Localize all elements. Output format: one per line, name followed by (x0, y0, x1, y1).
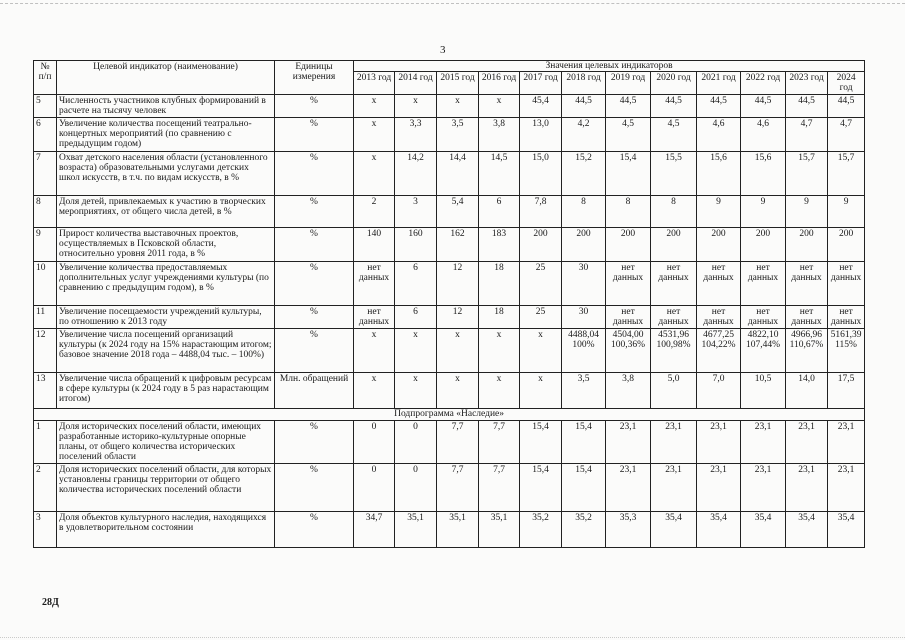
value-cell: 23,1 (606, 464, 651, 512)
value-cell: 44,5 (562, 95, 606, 118)
value-cell: 23,1 (606, 421, 651, 464)
value-cell: 9 (741, 196, 786, 228)
indicator-name: Прирост количества выставочных проектов, осуществляемых в Псковской области, относительно уровня 2011 года, в % (57, 228, 275, 262)
indicator-row (34, 228, 865, 262)
indicator-name: Охват детского населения области (установленного возраста) образовательными услугами детских школ искусств, в т.ч. по видам искусств, в % (57, 152, 275, 196)
row-number: 6 (34, 118, 57, 152)
indicator-row (34, 329, 865, 373)
row-number: 10 (34, 262, 57, 306)
value-cell: 160 (395, 228, 437, 262)
indicator-name: Увеличение количества посещений театрально-концертных мероприятий (по сравнению с предыдущим годом) (57, 118, 275, 152)
value-cell: x (354, 152, 395, 196)
indicator-row (34, 464, 865, 512)
scan-edge-top (0, 3, 905, 4)
header-year: 2016 год (479, 72, 520, 95)
value-cell: x (354, 329, 395, 373)
value-cell: нет данных (741, 306, 786, 329)
value-cell: 4966,96 110,67% (786, 329, 828, 373)
value-cell: 183 (479, 228, 520, 262)
value-cell: 30 (562, 306, 606, 329)
value-cell: 4822,10 107,44% (741, 329, 786, 373)
value-cell: 162 (437, 228, 479, 262)
value-cell: x (437, 373, 479, 409)
value-cell: нет данных (651, 306, 697, 329)
indicator-row (34, 262, 865, 306)
header-year: 2023 год (786, 72, 828, 95)
value-cell: 15,6 (741, 152, 786, 196)
row-number: 8 (34, 196, 57, 228)
header-year: 2021 год (697, 72, 741, 95)
value-cell: 140 (354, 228, 395, 262)
value-cell: x (479, 373, 520, 409)
value-cell: 44,5 (697, 95, 741, 118)
unit-cell: % (275, 152, 354, 196)
indicator-row (34, 306, 865, 329)
value-cell: 3,5 (562, 373, 606, 409)
value-cell: 25 (520, 306, 562, 329)
value-cell: 10,5 (741, 373, 786, 409)
indicator-name: Доля детей, привлекаемых к участию в творческих мероприятиях, от общего числа детей, в % (57, 196, 275, 228)
value-cell: 12 (437, 262, 479, 306)
value-cell: нет данных (354, 262, 395, 306)
unit-cell: % (275, 421, 354, 464)
value-cell: 44,5 (741, 95, 786, 118)
value-cell: 4,6 (741, 118, 786, 152)
indicator-row (34, 421, 865, 464)
value-cell: 7,7 (437, 421, 479, 464)
value-cell: 7,7 (479, 421, 520, 464)
value-cell: 23,1 (786, 464, 828, 512)
value-cell: 15,4 (606, 152, 651, 196)
indicator-name: Доля исторических поселений области, имеющих разработанные историко-культурные опорные планы, от общего количества исторических поселений области (57, 421, 275, 464)
header-year: 2015 год (437, 72, 479, 95)
value-cell: 6 (395, 306, 437, 329)
unit-cell: % (275, 512, 354, 548)
scan-edge-bottom (0, 637, 905, 638)
unit-cell: % (275, 306, 354, 329)
value-cell: 3,3 (395, 118, 437, 152)
value-cell: 35,1 (395, 512, 437, 548)
value-cell: 4,5 (606, 118, 651, 152)
indicator-row (34, 373, 865, 409)
unit-cell: % (275, 95, 354, 118)
value-cell: 5,0 (651, 373, 697, 409)
value-cell: нет данных (828, 306, 865, 329)
value-cell: 17,5 (828, 373, 865, 409)
value-cell: x (354, 373, 395, 409)
header-year: 2018 год (562, 72, 606, 95)
value-cell: 44,5 (606, 95, 651, 118)
value-cell: 18 (479, 306, 520, 329)
header-unit: Единицы измерения (275, 61, 354, 95)
value-cell: 4504,00 100,36% (606, 329, 651, 373)
value-cell: 0 (395, 421, 437, 464)
header-year: 2014 год (395, 72, 437, 95)
value-cell: 44,5 (828, 95, 865, 118)
value-cell: 44,5 (786, 95, 828, 118)
value-cell: 9 (786, 196, 828, 228)
value-cell: 0 (395, 464, 437, 512)
header-year: 2024 год (828, 72, 865, 95)
indicator-row (34, 118, 865, 152)
subprogram-title: Подпрограмма «Наследие» (34, 409, 865, 421)
value-cell: 6 (395, 262, 437, 306)
value-cell: 5,4 (437, 196, 479, 228)
indicator-name: Увеличение посещаемости учреждений культуры, по отношению к 2013 году (57, 306, 275, 329)
row-number: 12 (34, 329, 57, 373)
value-cell: 13,0 (520, 118, 562, 152)
subprogram-row (34, 409, 865, 421)
row-number: 1 (34, 421, 57, 464)
value-cell: 14,5 (479, 152, 520, 196)
header-year: 2013 год (354, 72, 395, 95)
footer-code: 28Д (42, 597, 59, 608)
value-cell: 44,5 (651, 95, 697, 118)
value-cell: x (479, 329, 520, 373)
row-number: 5 (34, 95, 57, 118)
value-cell: 7,7 (479, 464, 520, 512)
value-cell: 14,0 (786, 373, 828, 409)
value-cell: 23,1 (651, 464, 697, 512)
value-cell: 8 (562, 196, 606, 228)
value-cell: 4,5 (651, 118, 697, 152)
header-year: 2022 год (741, 72, 786, 95)
value-cell: 23,1 (651, 421, 697, 464)
value-cell: 30 (562, 262, 606, 306)
value-cell: 35,2 (520, 512, 562, 548)
value-cell: 15,7 (786, 152, 828, 196)
value-cell: 4,7 (786, 118, 828, 152)
header-row-group (34, 61, 865, 72)
value-cell: 200 (562, 228, 606, 262)
value-cell: 9 (697, 196, 741, 228)
row-number: 9 (34, 228, 57, 262)
value-cell: 3 (395, 196, 437, 228)
value-cell: 15,4 (562, 464, 606, 512)
value-cell: нет данных (786, 262, 828, 306)
indicators-table (33, 60, 865, 548)
value-cell: 8 (651, 196, 697, 228)
value-cell: 200 (651, 228, 697, 262)
value-cell: 15,2 (562, 152, 606, 196)
value-cell: x (520, 329, 562, 373)
indicator-name: Доля исторических поселений области, для которых установлены границы территории от общего количества исторических поселений области (57, 464, 275, 512)
indicator-name: Увеличение числа обращений к цифровым ресурсам в сфере культуры (к 2024 году в 5 раз нарастающим итогом) (57, 373, 275, 409)
value-cell: 3,5 (437, 118, 479, 152)
value-cell: 200 (741, 228, 786, 262)
value-cell: 35,1 (437, 512, 479, 548)
indicator-name: Численность участников клубных формирований в расчете на тысячу человек (57, 95, 275, 118)
value-cell: 23,1 (786, 421, 828, 464)
value-cell: 7,8 (520, 196, 562, 228)
value-cell: 35,4 (786, 512, 828, 548)
value-cell: 35,4 (828, 512, 865, 548)
unit-cell: % (275, 228, 354, 262)
value-cell: x (395, 329, 437, 373)
value-cell: 15,4 (562, 421, 606, 464)
unit-cell: % (275, 196, 354, 228)
value-cell: 23,1 (741, 421, 786, 464)
row-number: 11 (34, 306, 57, 329)
indicator-row (34, 152, 865, 196)
row-number: 2 (34, 464, 57, 512)
header-values-group: Значения целевых индикаторов (354, 61, 865, 72)
value-cell: x (354, 95, 395, 118)
value-cell: нет данных (697, 306, 741, 329)
header-num: № п/п (34, 61, 57, 95)
value-cell: 23,1 (828, 464, 865, 512)
value-cell: нет данных (786, 306, 828, 329)
value-cell: 0 (354, 464, 395, 512)
value-cell: 7,7 (437, 464, 479, 512)
value-cell: 23,1 (697, 421, 741, 464)
value-cell: 15,6 (697, 152, 741, 196)
indicator-name: Увеличение количества предоставляемых дополнительных услуг учреждениями культуры (по сравнению с предыдущим годом), в % (57, 262, 275, 306)
value-cell: 4531,96 100,98% (651, 329, 697, 373)
value-cell: 4,7 (828, 118, 865, 152)
value-cell: 23,1 (741, 464, 786, 512)
value-cell: 3,8 (479, 118, 520, 152)
value-cell: 18 (479, 262, 520, 306)
value-cell: 14,4 (437, 152, 479, 196)
value-cell: нет данных (741, 262, 786, 306)
unit-cell: % (275, 464, 354, 512)
value-cell: нет данных (651, 262, 697, 306)
value-cell: 200 (520, 228, 562, 262)
value-cell: 14,2 (395, 152, 437, 196)
page-number: 3 (440, 44, 446, 56)
value-cell: нет данных (354, 306, 395, 329)
value-cell: 15,4 (520, 421, 562, 464)
value-cell: 200 (786, 228, 828, 262)
value-cell: нет данных (606, 306, 651, 329)
value-cell: 0 (354, 421, 395, 464)
value-cell: 8 (606, 196, 651, 228)
unit-cell: % (275, 118, 354, 152)
value-cell: нет данных (697, 262, 741, 306)
value-cell: 25 (520, 262, 562, 306)
header-year: 2017 год (520, 72, 562, 95)
value-cell: 12 (437, 306, 479, 329)
value-cell: x (354, 118, 395, 152)
value-cell: 6 (479, 196, 520, 228)
value-cell: 15,5 (651, 152, 697, 196)
value-cell: 35,3 (606, 512, 651, 548)
value-cell: 35,4 (651, 512, 697, 548)
value-cell: x (395, 373, 437, 409)
row-number: 3 (34, 512, 57, 548)
value-cell: 35,1 (479, 512, 520, 548)
value-cell: 23,1 (828, 421, 865, 464)
value-cell: 34,7 (354, 512, 395, 548)
value-cell: 4,6 (697, 118, 741, 152)
value-cell: x (479, 95, 520, 118)
unit-cell: Млн. обращений (275, 373, 354, 409)
value-cell: 200 (697, 228, 741, 262)
value-cell: нет данных (606, 262, 651, 306)
row-number: 13 (34, 373, 57, 409)
value-cell: 45,4 (520, 95, 562, 118)
row-number: 7 (34, 152, 57, 196)
indicator-row (34, 196, 865, 228)
header-year: 2019 год (606, 72, 651, 95)
value-cell: 200 (828, 228, 865, 262)
header-year: 2020 год (651, 72, 697, 95)
indicator-row (34, 95, 865, 118)
value-cell: x (395, 95, 437, 118)
value-cell: нет данных (828, 262, 865, 306)
value-cell: 35,2 (562, 512, 606, 548)
value-cell: 15,4 (520, 464, 562, 512)
indicator-name: Увеличение числа посещений организаций культуры (к 2024 году на 15% нарастающим итогом; базовое значение 2018 года – 4488,04 тыс. – 100%) (57, 329, 275, 373)
indicator-name: Доля объектов культурного наследия, находящихся в удовлетворительном состоянии (57, 512, 275, 548)
unit-cell: % (275, 329, 354, 373)
value-cell: x (437, 329, 479, 373)
value-cell: 9 (828, 196, 865, 228)
value-cell: 4,2 (562, 118, 606, 152)
unit-cell: % (275, 262, 354, 306)
value-cell: 15,0 (520, 152, 562, 196)
indicator-row (34, 512, 865, 548)
value-cell: x (437, 95, 479, 118)
value-cell: 35,4 (741, 512, 786, 548)
value-cell: 4488,04 100% (562, 329, 606, 373)
value-cell: 7,0 (697, 373, 741, 409)
value-cell: 200 (606, 228, 651, 262)
value-cell: 35,4 (697, 512, 741, 548)
value-cell: 15,7 (828, 152, 865, 196)
header-indicator-name: Целевой индикатор (наименование) (57, 61, 275, 95)
value-cell: x (520, 373, 562, 409)
value-cell: 2 (354, 196, 395, 228)
indicators-body (34, 95, 865, 548)
value-cell: 4677,25 104,22% (697, 329, 741, 373)
value-cell: 5161,39 115% (828, 329, 865, 373)
value-cell: 3,8 (606, 373, 651, 409)
value-cell: 23,1 (697, 464, 741, 512)
